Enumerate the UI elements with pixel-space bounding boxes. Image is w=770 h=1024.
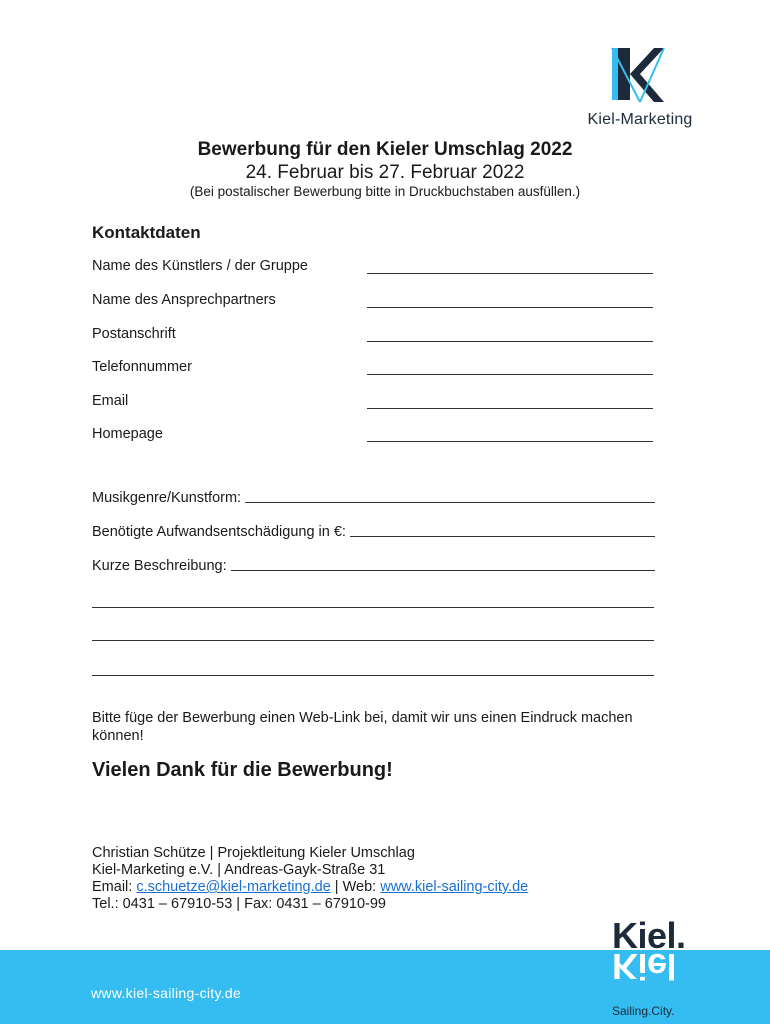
field-label-contact-person: Name des Ansprechpartners (92, 292, 276, 308)
field-label-artist: Name des Künstlers / der Gruppe (92, 258, 308, 274)
description-row (92, 558, 655, 574)
kiel-brand-mirror: Kiel (612, 946, 677, 987)
fee-line[interactable] (350, 536, 655, 537)
kiel-sailing-city-logo (590, 915, 720, 1024)
field-label-homepage: Homepage (92, 426, 163, 442)
field-label-email: Email (92, 393, 129, 409)
genre-row (92, 490, 655, 506)
email-prefix: Email: (92, 879, 137, 895)
field-line-phone[interactable] (367, 374, 653, 375)
signature-phone: Tel.: 0431 – 67910-53 | Fax: 0431 – 67910-99 (92, 896, 386, 912)
field-line-address[interactable] (367, 341, 653, 342)
field-line-homepage[interactable] (367, 441, 653, 442)
genre-label: Musikgenre/Kunstform: (92, 490, 242, 506)
field-line-email[interactable] (367, 408, 653, 409)
footer-bar (0, 915, 770, 1024)
event-dates: 24. Februar bis 27. Februar 2022 (245, 162, 525, 183)
genre-line[interactable] (245, 502, 655, 503)
thanks-heading: Vielen Dank für die Bewerbung! (92, 759, 393, 781)
web-link[interactable]: www.kiel-sailing-city.de (380, 879, 529, 895)
description-line[interactable] (231, 570, 655, 571)
logo-text: Kiel-Marketing (587, 111, 693, 128)
weblink-note: Bitte füge der Bewerbung einen Web-Link bei, damit wir uns einen Eindruck machen können! (92, 710, 633, 744)
footer-url: www.kiel-sailing-city.de (91, 985, 242, 1001)
description-label: Kurze Beschreibung: (92, 558, 227, 574)
signature-block (92, 845, 528, 913)
form-title: Bewerbung für den Kieler Umschlag 2022 (197, 139, 573, 160)
signature-links (92, 879, 528, 896)
fee-label: Benötigte Aufwandsentschädigung in €: (92, 524, 346, 540)
fee-row (92, 524, 655, 540)
signature-address: Kiel-Marketing e.V. | Andreas-Gayk-Straße 31 (92, 862, 386, 878)
k-logo-icon (610, 46, 666, 104)
field-line-artist[interactable] (367, 273, 653, 274)
field-label-address: Postanschrift (92, 326, 176, 342)
field-line-contact-person[interactable] (367, 307, 653, 308)
kiel-tagline: Sailing.City. (612, 1004, 675, 1018)
field-label-phone: Telefonnummer (92, 359, 192, 375)
signature-name: Christian Schütze | Projektleitung Kieler Umschlag (92, 845, 415, 861)
kiel-brand: Kiel. (612, 915, 686, 956)
postal-note: (Bei postalischer Bewerbung bitte in Druckbuchstaben ausfüllen.) (189, 184, 581, 199)
description-line-2[interactable] (92, 607, 654, 608)
section-heading-contact: Kontaktdaten (92, 223, 201, 242)
kiel-marketing-logo (580, 46, 700, 134)
web-prefix: | Web: (330, 879, 381, 895)
description-line-3[interactable] (92, 640, 654, 641)
email-link[interactable]: c.schuetze@kiel-marketing.de (136, 879, 331, 895)
description-line-4[interactable] (92, 675, 654, 676)
